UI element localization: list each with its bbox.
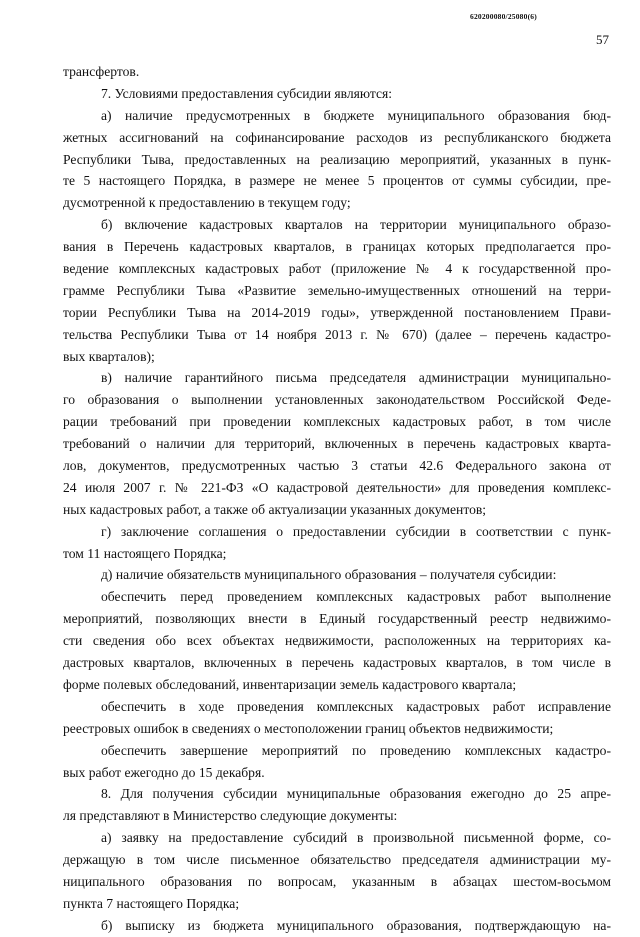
text-line: дастровых кварталов, включенных в перечень кадастровых кварталов, в том числе в: [63, 655, 611, 671]
text-line: 8. Для получения субсидии муниципальные образования ежегодно до 25 апре-: [101, 786, 611, 802]
text-line: а) заявку на предоставление субсидий в произвольной письменной форме, со-: [101, 830, 611, 846]
text-line: ля представляют в Министерство следующие документы:: [63, 808, 398, 824]
text-line: обеспечить в ходе проведения комплексных кадастровых работ исправление: [101, 698, 611, 714]
text-line: жетных ассигнований на софинансирование расходов из республиканского бюджета: [63, 129, 611, 145]
text-line: лов, документов, предусмотренных частью 3 статьи 42.6 Федерального закона от: [63, 458, 611, 474]
text-line: 7. Условиями предоставления субсидии являются:: [101, 85, 393, 101]
text-line: ных кадастровых работ, а также об актуализации указанных документов;: [63, 501, 487, 517]
text-line: тельства Республики Тыва от 14 ноября 2013 г. № 670) (далее – перечень кадастро-: [63, 326, 611, 342]
text-line: реестровых ошибок в сведениях о местоположении границ объектов недвижимости;: [63, 720, 554, 736]
text-line: рации требований при проведении комплексных кадастровых работ, в том числе: [63, 414, 611, 430]
document-code: 620200080/25080(6): [470, 12, 537, 21]
text-line: грамме Республики Тыва «Развитие земельно-имущественных отношений на терри-: [63, 282, 611, 298]
text-line: том 11 настоящего Порядка;: [63, 545, 227, 561]
text-line: вания в Перечень кадастровых кварталов, в границах которых предполагается про-: [63, 239, 611, 255]
text-line: те 5 настоящего Порядка, в размере не менее 5 процентов от суммы субсидии, пре-: [63, 173, 611, 189]
text-line: трансфертов.: [63, 64, 140, 79]
text-line: в) наличие гарантийного письма председателя администрации муниципально-: [101, 370, 611, 386]
text-line: Республики Тыва, предоставленных на реализацию мероприятий, указанных в пунк-: [63, 151, 611, 167]
document-body: [63, 61, 611, 937]
text-line: вых кварталов);: [63, 348, 155, 364]
text-line: обеспечить завершение мероприятий по проведению комплексных кадастро-: [101, 742, 611, 758]
text-line: 24 июля 2007 г. № 221-ФЗ «О кадастровой деятельности» для проведения комплекс-: [63, 479, 611, 495]
text-line: сти сведения обо всех объектах недвижимости, расположенных на территориях ка-: [63, 633, 611, 649]
text-line: го образования о выполнении установленных законодательством Российской Феде-: [63, 392, 611, 408]
text-line: пункта 7 настоящего Порядка;: [63, 895, 240, 911]
text-line: а) наличие предусмотренных в бюджете муниципального образования бюд-: [101, 107, 611, 123]
text-line: ведение комплексных кадастровых работ (приложение № 4 к государственной про-: [63, 261, 611, 277]
text-line: форме полевых обследований, инвентаризации земель кадастрового квартала;: [63, 676, 517, 692]
text-line: дусмотренной к предоставлению в текущем году;: [63, 195, 351, 211]
text-line: д) наличие обязательств муниципального образования – получателя субсидии:: [101, 567, 557, 583]
text-line: тории Республики Тыва на 2014-2019 годы», утвержденной постановлением Прави-: [63, 304, 611, 320]
text-line: мероприятий, позволяющих внести в Единый государственный реестр недвижимо-: [63, 611, 611, 627]
text-line: требований о наличии для территорий, включенных в перечень кадастровых кварта-: [63, 436, 611, 452]
page-number: 57: [596, 32, 609, 47]
text-line: обеспечить перед проведением комплексных кадастровых работ выполнение: [101, 589, 611, 605]
text-line: держащую в том числе письменное обязательство председателя администрации му-: [63, 852, 611, 868]
text-line: б) включение кадастровых кварталов на территории муниципального образо-: [101, 217, 611, 233]
text-line: ниципального образования по вопросам, указанным в абзацах шестом-восьмом: [63, 873, 611, 889]
text-line: г) заключение соглашения о предоставлении субсидии в соответствии с пунк-: [101, 523, 611, 539]
text-line: б) выписку из бюджета муниципального образования, подтверждающую на-: [101, 917, 611, 933]
text-line: вых работ ежегодно до 15 декабря.: [63, 764, 265, 780]
